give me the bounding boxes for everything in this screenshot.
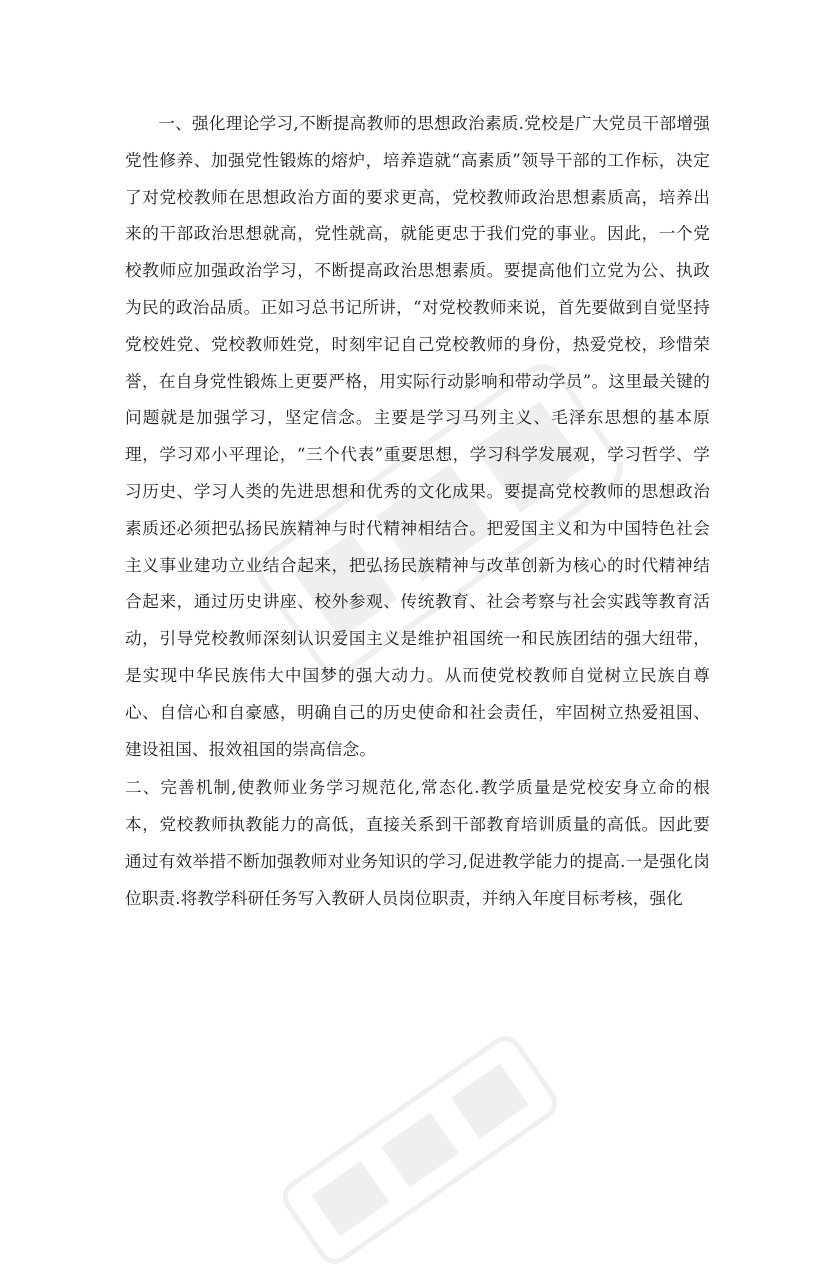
document-body: [125, 106, 710, 918]
watermark-icon: [263, 1015, 578, 1285]
paragraph-1: 一、强化理论学习,不断提高教师的思想政治素质.党校是广大党员干部增强党性修养、加强党性锻炼的熔炉，培养造就“高素质”领导干部的工作标，决定了对党校教师在思想政治方面的要求更高，党校教师政治思想素质高，培养出来的干部政治思想就高，党性就高，就能更忠于我们党的事业。因此，一个党校教师应加强政治学习，不断提高政治思想素质。要提高他们立党为公、执政为民的政治品质。正如习总书记所讲，“对党校教师来说，首先要做到自觉坚持党校姓党、党校教师姓党，时刻牢记自己党校教师的身份，热爱党校，珍惜荣誉，在自身党性锻炼上更要严格，用实际行动影响和带动学员”。这里最关键的问题就是加强学习，坚定信念。主要是学习马列主义、毛泽东思想的基本原理，学习邓小平理论，“三个代表”重要思想，学习科学发展观，学习哲学、学习历史、学习人类的先进思想和优秀的文化成果。要提高党校教师的思想政治素质还必须把弘扬民族精神与时代精神相结合。把爱国主义和为中国特色社会主义事业建功立业结合起来，把弘扬民族精神与改革创新为核心的时代精神结合起来，通过历史讲座、校外参观、传统教育、社会考察与社会实践等教育活动，引导党校教师深刻认识爱国主义是维护祖国统一和民族团结的强大纽带，是实现中华民族伟大中国梦的强大动力。从而使党校教师自觉树立民族自尊心、自信心和自豪感，明确自己的历史使命和社会责任，牢固树立热爱祖国、建设祖国、报效祖国的崇高信念。: [125, 114, 710, 759]
paragraph-2: 二、完善机制,使教师业务学习规范化,常态化.教学质量是党校安身立命的根本，党校教师执教能力的高低，直接关系到干部教育培训质量的高低。因此要通过有效举措不断加强教师对业务知识的学习,促进教学能力的提高.一是强化岗位职责.将教学科研任务写入教研人员岗位职责，并纳入年度目标考核，强化: [125, 778, 710, 908]
